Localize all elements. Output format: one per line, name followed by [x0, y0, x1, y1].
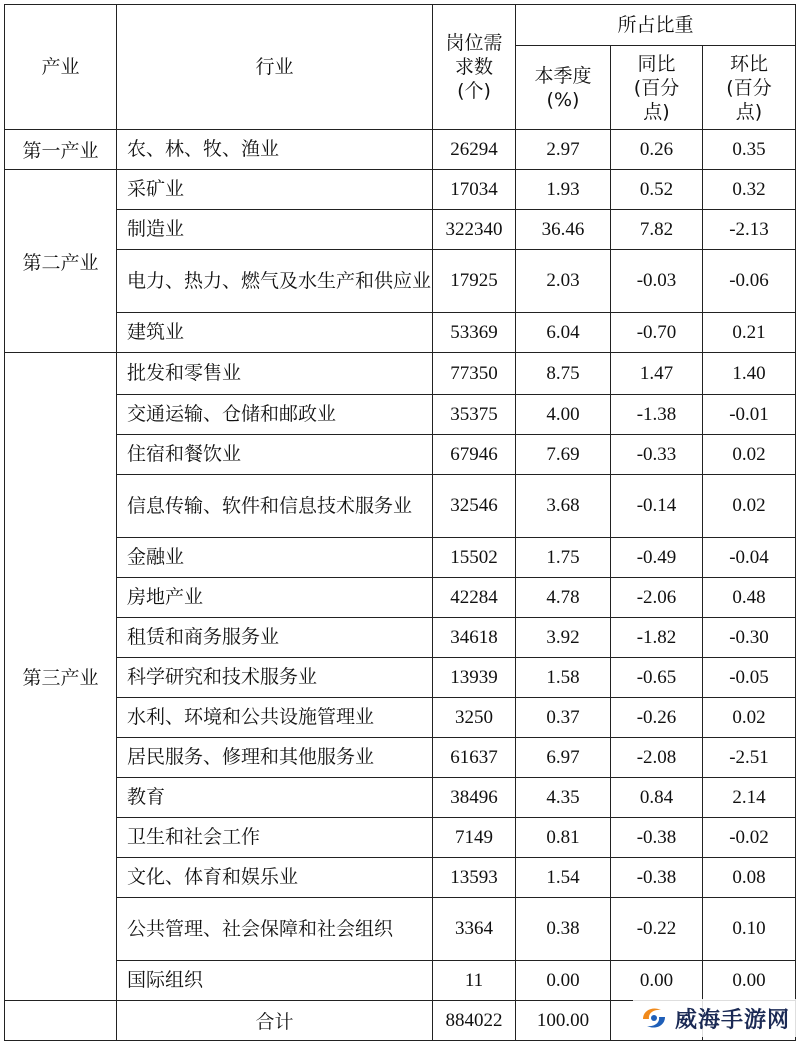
- header-yoy-line2: (百分: [633, 76, 680, 99]
- table-row: [5, 313, 796, 353]
- table-row: [5, 778, 796, 818]
- industry-cell: 建筑业: [117, 313, 433, 353]
- demand-cell: 67946: [433, 435, 516, 475]
- table-row: [5, 250, 796, 313]
- header-share-group: 所占比重: [516, 5, 796, 46]
- share-cell: 36.46: [516, 210, 611, 250]
- demand-cell: 38496: [433, 778, 516, 818]
- share-cell: 6.04: [516, 313, 611, 353]
- demand-cell: 17925: [433, 250, 516, 313]
- mom-cell: -0.06: [703, 250, 796, 313]
- demand-cell: 3364: [433, 898, 516, 961]
- table-row: [5, 898, 796, 961]
- demand-cell: 15502: [433, 538, 516, 578]
- yoy-cell: 0.84: [611, 778, 703, 818]
- yoy-cell: -0.38: [611, 858, 703, 898]
- yoy-cell: -0.22: [611, 898, 703, 961]
- industry-cell: 采矿业: [117, 170, 433, 210]
- yoy-cell: -0.26: [611, 698, 703, 738]
- mom-cell: -0.05: [703, 658, 796, 698]
- sector-primary: 第一产业: [5, 130, 117, 170]
- industry-cell: 公共管理、社会保障和社会组织: [117, 898, 433, 961]
- header-mom-line1: 环比: [729, 52, 768, 75]
- header-mom: [703, 46, 796, 130]
- table-row: [5, 353, 796, 395]
- mom-cell: -0.01: [703, 395, 796, 435]
- industry-cell: 文化、体育和娱乐业: [117, 858, 433, 898]
- share-cell: 1.93: [516, 170, 611, 210]
- industry-cell: 租赁和商务服务业: [117, 618, 433, 658]
- demand-cell: 34618: [433, 618, 516, 658]
- header-demand-line1: 岗位需: [445, 32, 503, 54]
- watermark: [633, 999, 798, 1037]
- industry-cell: 住宿和餐饮业: [117, 435, 433, 475]
- mom-cell: 0.02: [703, 435, 796, 475]
- table-row: [5, 210, 796, 250]
- mom-cell: -2.51: [703, 738, 796, 778]
- header-quarter-line1: 本季度: [534, 64, 592, 87]
- industry-cell: 农、林、牧、渔业: [117, 130, 433, 170]
- industry-cell: 金融业: [117, 538, 433, 578]
- industry-cell: 教育: [117, 778, 433, 818]
- demand-cell: 13939: [433, 658, 516, 698]
- share-cell: 1.54: [516, 858, 611, 898]
- mom-cell: 0.48: [703, 578, 796, 618]
- industry-cell: 水利、环境和公共设施管理业: [117, 698, 433, 738]
- share-cell: 0.00: [516, 961, 611, 1001]
- industry-cell: 制造业: [117, 210, 433, 250]
- industry-cell: 电力、热力、燃气及水生产和供应业: [117, 250, 433, 313]
- yoy-cell: -0.65: [611, 658, 703, 698]
- yoy-cell: -0.38: [611, 818, 703, 858]
- yoy-cell: -0.49: [611, 538, 703, 578]
- industry-cell: 房地产业: [117, 578, 433, 618]
- share-cell: 0.81: [516, 818, 611, 858]
- table-row: [5, 435, 796, 475]
- demand-cell: 13593: [433, 858, 516, 898]
- mom-cell: 0.10: [703, 898, 796, 961]
- share-cell: 2.03: [516, 250, 611, 313]
- table-row: [5, 170, 796, 210]
- sector-tertiary: 第三产业: [5, 353, 117, 1001]
- table-row: [5, 858, 796, 898]
- mom-cell: 0.21: [703, 313, 796, 353]
- table-row: [5, 475, 796, 538]
- demand-cell: 17034: [433, 170, 516, 210]
- total-demand: 884022: [433, 1001, 516, 1041]
- table-row: [5, 738, 796, 778]
- table-row: [5, 578, 796, 618]
- table-row: [5, 818, 796, 858]
- yoy-cell: -0.14: [611, 475, 703, 538]
- yoy-cell: -2.06: [611, 578, 703, 618]
- demand-cell: 26294: [433, 130, 516, 170]
- demand-cell: 7149: [433, 818, 516, 858]
- mom-cell: 0.02: [703, 475, 796, 538]
- share-cell: 0.38: [516, 898, 611, 961]
- share-cell: 0.37: [516, 698, 611, 738]
- yoy-cell: -0.70: [611, 313, 703, 353]
- mom-cell: 2.14: [703, 778, 796, 818]
- share-cell: 1.58: [516, 658, 611, 698]
- table-row: [5, 538, 796, 578]
- mom-cell: -0.30: [703, 618, 796, 658]
- total-label: 合计: [117, 1001, 433, 1041]
- industry-cell: 交通运输、仓储和邮政业: [117, 395, 433, 435]
- header-demand-line3: (个): [457, 80, 491, 102]
- table-row: [5, 961, 796, 1001]
- yoy-cell: -1.82: [611, 618, 703, 658]
- share-cell: 4.00: [516, 395, 611, 435]
- employment-demand-table: [4, 4, 796, 1041]
- demand-cell: 11: [433, 961, 516, 1001]
- share-cell: 4.35: [516, 778, 611, 818]
- sector-secondary: 第二产业: [5, 170, 117, 353]
- share-cell: 2.97: [516, 130, 611, 170]
- yoy-cell: 1.47: [611, 353, 703, 395]
- yoy-cell: 0.00: [611, 961, 703, 1001]
- table-row: [5, 698, 796, 738]
- header-sector: 产业: [5, 5, 117, 130]
- header-yoy-line3: 点): [643, 100, 670, 123]
- swirl-logo-icon: [639, 1003, 669, 1033]
- share-cell: 1.75: [516, 538, 611, 578]
- header-quarter: [516, 46, 611, 130]
- industry-cell: 信息传输、软件和信息技术服务业: [117, 475, 433, 538]
- share-cell: 3.68: [516, 475, 611, 538]
- header-yoy: [611, 46, 703, 130]
- yoy-cell: -0.33: [611, 435, 703, 475]
- table-row: [5, 130, 796, 170]
- demand-cell: 61637: [433, 738, 516, 778]
- mom-cell: 1.40: [703, 353, 796, 395]
- mom-cell: -0.04: [703, 538, 796, 578]
- watermark-text: 威海手游网: [675, 1007, 791, 1033]
- demand-cell: 322340: [433, 210, 516, 250]
- header-demand-line2: 求数: [454, 56, 493, 78]
- industry-cell: 国际组织: [117, 961, 433, 1001]
- header-quarter-line2: (%): [546, 88, 580, 111]
- table-row: [5, 618, 796, 658]
- yoy-cell: -0.03: [611, 250, 703, 313]
- industry-cell: 科学研究和技术服务业: [117, 658, 433, 698]
- header-mom-line2: (百分: [726, 76, 772, 99]
- total-empty-cell: [5, 1001, 117, 1041]
- demand-cell: 77350: [433, 353, 516, 395]
- yoy-cell: -2.08: [611, 738, 703, 778]
- table-row: [5, 395, 796, 435]
- total-share: 100.00: [516, 1001, 611, 1041]
- mom-cell: 0.35: [703, 130, 796, 170]
- table-row: [5, 658, 796, 698]
- header-demand: [433, 5, 516, 130]
- demand-cell: 3250: [433, 698, 516, 738]
- share-cell: 4.78: [516, 578, 611, 618]
- yoy-cell: 0.26: [611, 130, 703, 170]
- industry-cell: 批发和零售业: [117, 353, 433, 395]
- share-cell: 7.69: [516, 435, 611, 475]
- mom-cell: -2.13: [703, 210, 796, 250]
- industry-cell: 卫生和社会工作: [117, 818, 433, 858]
- mom-cell: 0.08: [703, 858, 796, 898]
- mom-cell: 0.32: [703, 170, 796, 210]
- mom-cell: 0.02: [703, 698, 796, 738]
- demand-cell: 53369: [433, 313, 516, 353]
- demand-cell: 35375: [433, 395, 516, 435]
- mom-cell: 0.00: [703, 961, 796, 1001]
- header-industry: 行业: [117, 5, 433, 130]
- header-yoy-line1: 同比: [637, 52, 676, 75]
- yoy-cell: -1.38: [611, 395, 703, 435]
- share-cell: 8.75: [516, 353, 611, 395]
- share-cell: 3.92: [516, 618, 611, 658]
- yoy-cell: 7.82: [611, 210, 703, 250]
- mom-cell: -0.02: [703, 818, 796, 858]
- demand-cell: 32546: [433, 475, 516, 538]
- industry-cell: 居民服务、修理和其他服务业: [117, 738, 433, 778]
- demand-cell: 42284: [433, 578, 516, 618]
- share-cell: 6.97: [516, 738, 611, 778]
- header-mom-line3: 点): [735, 100, 763, 123]
- yoy-cell: 0.52: [611, 170, 703, 210]
